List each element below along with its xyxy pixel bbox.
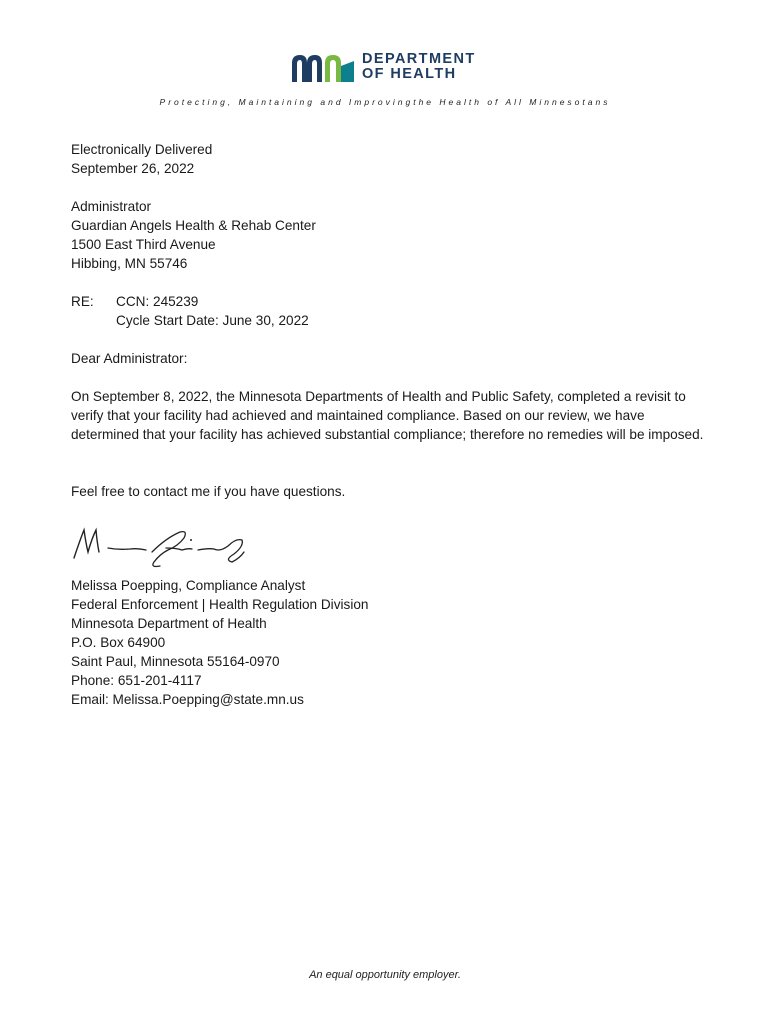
body-paragraph: On September 8, 2022, the Minnesota Departments of Health and Public Safety, completed a revisit to verify that your facility had achieved and maintained compliance. Based on our review, we have determined that your facility has achieved substantial compliance; therefore no remedies will be imposed. — [71, 389, 704, 442]
signer-phone: Phone: 651-201-4117 — [71, 673, 202, 688]
re-block — [116, 292, 309, 330]
signature-block — [71, 576, 368, 709]
handwritten-signature-image — [68, 518, 258, 578]
recipient-title: Administrator — [71, 199, 152, 214]
recipient-facility: Guardian Angels Health & Rehab Center — [71, 218, 316, 233]
footer-text: An equal opportunity employer. — [309, 969, 461, 981]
tagline: Protecting, Maintaining and Improvingthe Health of All Minnesotans — [159, 97, 611, 107]
recipient-city: Hibbing, MN 55746 — [71, 256, 188, 271]
delivery-block — [71, 140, 212, 178]
re-ccn: CCN: 245239 — [116, 294, 199, 309]
letter-date: September 26, 2022 — [71, 161, 195, 176]
signer-po-box: P.O. Box 64900 — [71, 635, 166, 650]
mdh-logo — [290, 52, 490, 86]
closing-line: Feel free to contact me if you have questions. — [71, 484, 346, 499]
salutation: Dear Administrator: — [71, 351, 188, 366]
re-cycle-start: Cycle Start Date: June 30, 2022 — [116, 313, 309, 328]
logo-line-2: OF HEALTH — [362, 66, 457, 82]
signer-city: Saint Paul, Minnesota 55164-0970 — [71, 654, 280, 669]
logo-line-1: DEPARTMENT — [362, 51, 476, 67]
recipient-street: 1500 East Third Avenue — [71, 237, 216, 252]
mn-logo-icon — [290, 52, 356, 82]
signer-name-title: Melissa Poepping, Compliance Analyst — [71, 578, 306, 593]
logo-wordmark — [362, 52, 476, 82]
signer-department: Minnesota Department of Health — [71, 616, 267, 631]
recipient-address — [71, 197, 316, 273]
re-label: RE: — [71, 294, 94, 309]
delivery-method: Electronically Delivered — [71, 142, 213, 157]
signer-email: Email: Melissa.Poepping@state.mn.us — [71, 692, 304, 707]
signer-unit: Federal Enforcement | Health Regulation Division — [71, 597, 369, 612]
